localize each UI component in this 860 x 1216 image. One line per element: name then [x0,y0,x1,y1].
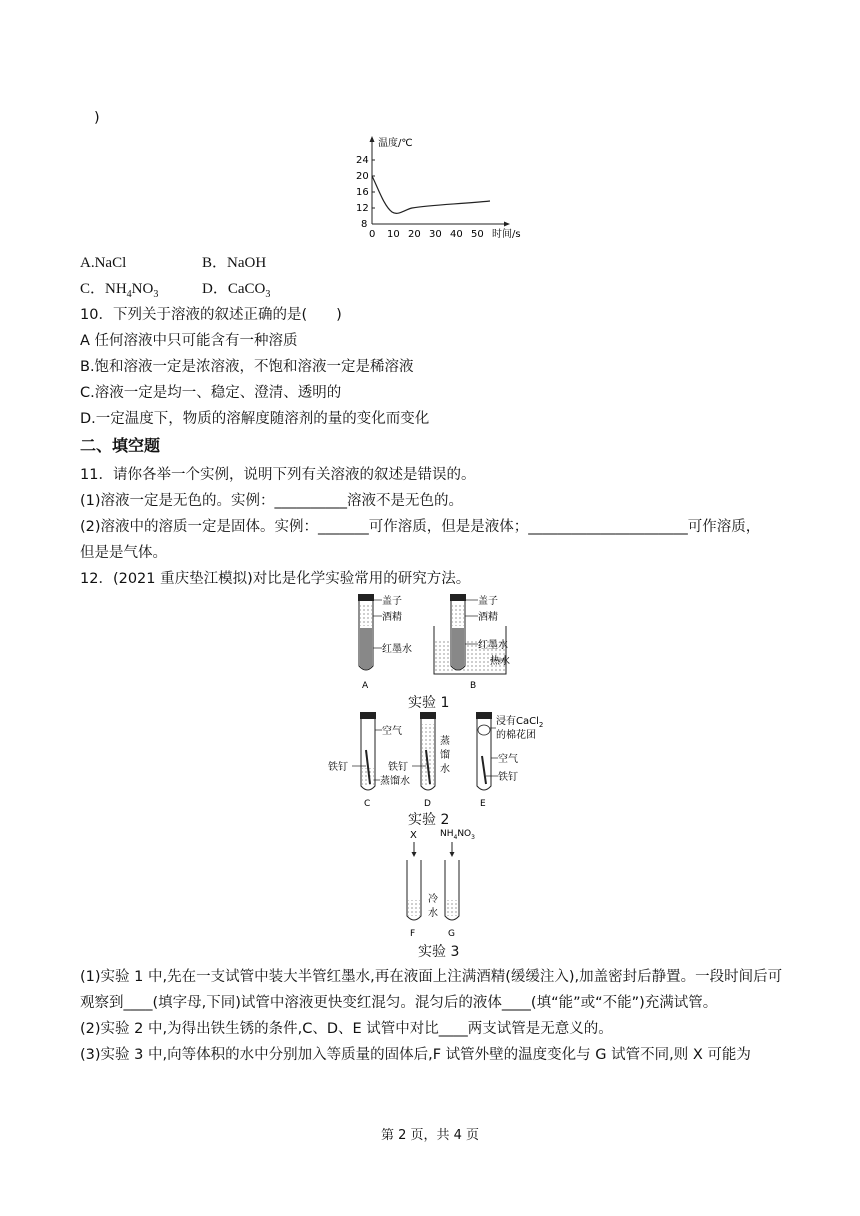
x-tick-label: 40 [450,229,463,240]
y-tick-label: 20 [356,171,369,182]
label-lid: 盖子 [478,596,498,607]
x-tick-label: 50 [471,229,484,240]
tube-label-d: D [424,799,431,809]
cotton-ball [478,725,490,735]
q11-part2: (2)溶液中的溶质一定是固体。实例：_______可作溶质，但是是液体；______________________可作溶质， [80,519,761,535]
tube-label-c: C [364,799,371,809]
option-d-prefix: D．CaCO [202,281,266,297]
tube-label-e: E [480,799,486,809]
x-tick-label: 10 [387,229,400,240]
q12-stem: 12．(2021 重庆垫江模拟)对比是化学实验常用的研究方法。 [80,571,471,587]
x-tick-label: 20 [408,229,421,240]
experiment-1-caption: 实验 1 [408,695,450,711]
tube-g-water [446,900,458,916]
label-alcohol: 酒精 [478,612,498,623]
label-water: 水 [440,764,450,775]
experiment-3-caption: 实验 3 [418,944,460,960]
tube-a-ink [360,628,372,670]
chem-part: NO [457,829,472,839]
y-axis-label: 温度/℃ [378,138,413,149]
tube-a-cap [358,594,374,601]
tube-d-cap [420,712,436,719]
y-tick-label: 8 [361,219,368,230]
label-x: X [410,830,417,841]
experiment-2-caption: 实验 2 [408,812,450,828]
tube-e-cap [476,712,492,719]
y-tick-label: 12 [356,203,369,214]
label-hot-water: 热水 [490,656,510,667]
tube-c-cap [360,712,376,719]
tube-label-a: A [362,681,369,691]
temperature-curve [372,176,490,213]
subscript: 3 [153,289,159,300]
label-nail: 铁钉 [328,762,348,773]
x-tick-label: 0 [369,229,376,240]
tube-label-f: F [410,929,416,939]
q12-part3: (3)实验 3 中,向等体积的水中分别加入等质量的固体后,F 试管外壁的温度变化与 G 试管不同,则 X 可能为 [80,1047,751,1063]
label-red-ink: 红墨水 [382,644,412,655]
y-tick-label: 16 [356,187,369,198]
q12-part2: (2)实验 2 中,为得出铁生锈的条件,C、D、E 试管中对比____两支试管是无意义的。 [80,1021,613,1037]
option-c-prefix: C．NH [80,281,127,297]
tube-label-g: G [448,929,455,939]
label-red-ink: 红墨水 [478,640,508,651]
label-distilled-water: 蒸馏水 [380,776,410,787]
tube-e-body [477,719,491,790]
x-arrow [504,222,510,227]
label-air: 空气 [498,754,518,765]
y-arrow [370,136,375,142]
label-cold: 冷 [428,894,438,905]
nail [482,756,486,784]
option-c-mid: NO [131,281,154,297]
label-air: 空气 [382,726,402,737]
label-alcohol: 酒精 [382,612,402,623]
tube-label-b: B [470,681,477,691]
x-ticks [369,229,484,240]
label-cotton: 的棉花团 [496,730,536,741]
q12-part1: (1)实验 1 中,先在一支试管中装大半管红墨水,再在液面上注满酒精(缓缓注入),加盖密封后静置。一段时间后可 [80,969,783,985]
experiment-1-figure [330,592,540,692]
q11-part1: (1)溶液一定是无色的。实例：__________溶液不是无色的。 [80,493,464,509]
q11-stem: 11．请你各举一个实例，说明下列有关溶液的叙述是错误的。 [80,467,476,483]
label-lid: 盖子 [382,596,402,607]
option-a: A.NaCl [80,255,127,271]
subscript: 4 [126,289,132,300]
tube-d-water [422,724,434,786]
option-c [80,279,158,305]
x-axis-label: 时间/s [492,229,521,240]
question-continuation: ) [94,110,100,126]
label-distilled: 馏 [440,750,450,761]
q10-option-d: D.一定温度下，物质的溶解度随溶剂的量的变化而变化 [80,411,430,427]
label-cacl2-prefix [496,714,543,729]
option-d [202,279,270,305]
chem-part: NH [440,829,454,839]
option-b: B．NaOH [202,255,267,271]
q10-option-c: C.溶液一定是均一、稳定、澄清、透明的 [80,385,342,401]
section-title: 二、填空题 [80,436,161,455]
y-tick-label: 24 [356,155,369,166]
label-water: 水 [428,908,438,919]
tube-f-water [408,900,420,916]
label-distilled: 蒸 [440,736,450,747]
page-footer: 第 2 页，共 4 页 [380,1128,480,1143]
subscript: 3 [471,834,475,841]
q10-option-b: B.饱和溶液一定是浓溶液，不饱和溶液一定是稀溶液 [80,359,414,375]
label-cacl2: 浸有CaCl [496,716,539,727]
subscript: 4 [453,834,458,841]
label-nail: 铁钉 [388,762,408,773]
q10-option-a: A 任何溶液中只可能含有一种溶质 [80,333,298,349]
label-nh4no3 [440,829,475,841]
q10-stem: 10．下列关于溶液的叙述正确的是( ) [80,307,342,323]
subscript: 2 [538,721,544,729]
tube-b-ink [452,628,464,670]
label-nail: 铁钉 [498,772,518,783]
tube-a-alcohol [360,604,372,626]
q11-part2-cont: 但是是气体。 [80,545,167,561]
temperature-time-graph [350,132,530,244]
subscript: 3 [265,289,271,300]
experiment-2-figure [324,710,564,810]
tube-b-cap [450,594,466,601]
q12-part1-cont: 观察到____(填字母,下同)试管中溶液更快变红混匀。混匀后的液体____(填“能”或“不能”)充满试管。 [80,995,718,1011]
x-tick-label: 30 [429,229,442,240]
experiment-3-figure [390,826,490,942]
tube-b-alcohol [452,604,464,626]
